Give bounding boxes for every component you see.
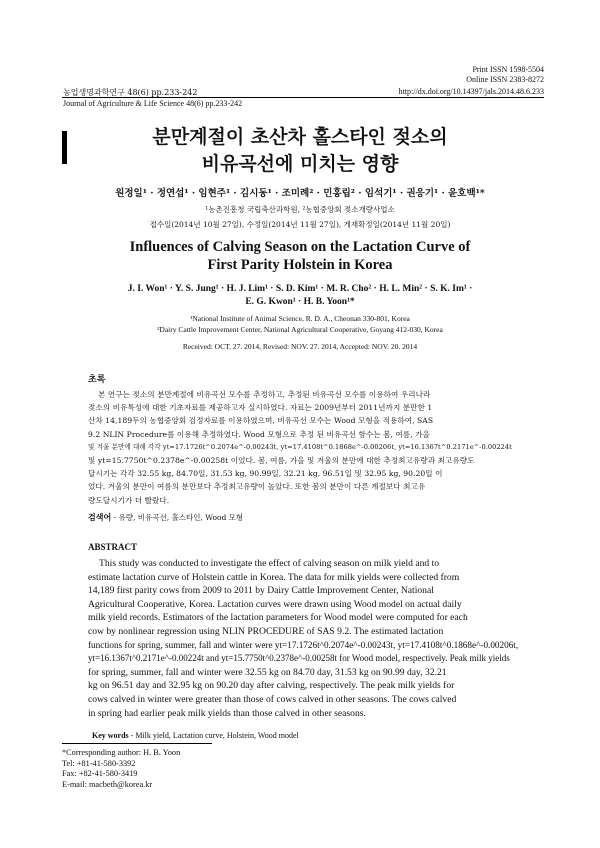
doi-link[interactable]: http://dx.doi.org/10.14397/jals.2014.48.6.233 [398,87,544,96]
korean-authors: 원정일¹ · 정연섭¹ · 임현주¹ · 김시동¹ · 조미례² · 민홍립² · 임석기¹ · 권응기¹ · 윤호백¹* [115,188,485,199]
korean-title-line-1: 분만계절이 초산차 홀스타인 젖소의 [152,126,448,148]
korean-title [60,124,540,178]
kr-abstract-line: 산차 14,189두의 농협중앙회 검정자료를 이용하였으며, 비유곡선 모수는 Wood 모형을 적용하여, SAS [88,416,434,426]
english-title-line-2: First Parity Holstein in Korea [207,257,393,273]
en-abstract-line: estimate lactation curve of Holstein cattle in Korea. The data for milk yields were collected from [88,571,460,583]
en-abstract-line: in spring had earlier peak milk yields than those calved in other seasons. [88,707,366,719]
author-fax: Fax: +82-41-580-3419 [62,769,138,779]
footnote-rule [62,743,212,744]
kr-abstract-line: 량도달시기가 더 빨랐다. [88,495,170,505]
kr-abstract-line: 달시기는 각각 32.55 kg, 84.70일, 31.53 kg, 90.99일, 32.21 kg, 96.51일 및 32.95 kg, 90.20일 이 [88,469,443,479]
korean-affiliations: ¹농촌진흥청 국립축산과학원, ²농협중앙회 젖소개량사업소 [205,205,395,214]
english-keywords-list: - Milk yield, Lactation curve, Holstein, Wood model [128,731,299,740]
english-title-line-1: Influences of Calving Season on the Lactation Curve of [129,239,471,255]
en-abstract-line: kg on 96.51 day and 32.95 kg on 90.20 day after calving, respectively. The peak milk yields for [88,680,455,692]
en-abstract-line: for spring, summer, fall and winter were 32.55 kg on 84.70 day, 31.53 kg on 90.99 day, 32.21 [88,666,447,678]
korean-abstract-heading: 초록 [88,375,106,385]
english-abstract-body [88,557,518,720]
korean-keywords-list: - 유량, 비유곡선, 홀스타인, Wood 모형 [113,513,244,522]
english-affiliation-1: ¹National Institute of Animal Science, R. D. A., Cheonan 330-801, Korea [190,314,410,323]
author-email[interactable]: E-mail: macbeth@korea.kr [62,779,153,789]
kr-abstract-line: 및 yt=15.7750t^0.2378e^-0.00258t 이었다. 봄, 여름, 가을 및 겨울의 분만에 대한 추정최고유량과 최고유량도 [88,456,475,466]
en-abstract-line: cows calved in winter were greater than those of cows calved in other seasons. The cows calved [88,693,457,705]
korean-keywords-label: 검색어 [88,512,112,522]
en-abstract-line: milk yield records. Estimators of the lactation parameters for Wood model were computed for each [88,612,468,624]
kr-abstract-line: 및 겨울 분만에 대해 각각 yt=17.1726t^0.2074e^-0.00243t, yt=17.4108t^0.1868e^-0.00206t, yt=16.1367t^0.2171e^-0.00224t [88,442,512,451]
korean-keywords [88,512,243,523]
en-abstract-line: This study was conducted to investigate the effect of calving season on milk yield and to [99,558,440,569]
en-abstract-line: functions for spring, summer, fall and winter were yt=17.1726t^0.2074e^-0.00243t, yt=17.4108t^0.1868e^-0.00206t, [88,639,519,650]
kr-abstract-line: 젖소의 비유특성에 대한 기초자료를 제공하고자 실시하였다. 자료는 2009년부터 2011년까지 분만한 1 [88,403,433,413]
kr-abstract-line: 었다. 겨울의 분만이 여름의 분만보다 추정최고유량이 높았다. 또한 봄의 분만이 다른 계절보다 최고유 [88,482,426,492]
kr-abstract-line: 9.2 NLIN Procedure를 이용해 추정하였다. Wood 모형으로 추정 된 비유곡선 함수는 봄, 여름, 가을 [88,429,430,439]
korean-title-line-2: 비유곡선에 미치는 영향 [201,153,399,175]
english-authors-line-2: E. G. Kwon¹ · H. B. Yoon¹* [245,297,355,307]
english-keywords-label: Key words [92,731,129,740]
header-rule [62,97,544,98]
footnote [62,748,180,790]
english-authors [60,283,540,309]
korean-abstract-body [88,388,514,507]
online-issn: Online ISSN 2383-8272 [466,75,544,84]
en-abstract-line: Agricultural Cooperative, Korea. Lactation curves were drawn using Wood model on actual daily [88,598,462,610]
journal-en-header: Journal of Agriculture & Life Science 48(6) pp.233-242 [63,99,243,108]
english-title [60,238,540,274]
english-affiliation-2: ²Dairy Cattle Improvement Center, National Agricultural Cooperative, Goyang 412-030, Korea [157,325,443,334]
english-keywords [92,731,299,740]
english-abstract-heading: ABSTRACT [88,542,138,552]
en-abstract-line: yt=16.1367t^0.2171e^-0.00224t and yt=15.7750t^0.2378e^-0.00258t for Wood model, respectively. Peak milk yields [88,653,510,664]
corresponding-author: *Corresponding author: H. B. Yoon [62,748,181,757]
print-issn: Print ISSN 1598-5504 [472,65,544,74]
english-authors-line-1: J. I. Won¹ · Y. S. Jung¹ · H. J. Lim¹ · S. D. Kim¹ · M. R. Cho² · H. L. Min² · S. K. Im¹ · [127,284,473,294]
english-dates: Received: OCT. 27. 2014, Revised: NOV. 27. 2014, Accepted: NOV. 20. 2014 [182,342,418,351]
en-abstract-line: cow by nonlinear regression using NLIN PROCEDURE of SAS 9.2. The estimated lactation [88,625,444,637]
author-tel: Tel: +81-41-580-3392 [62,758,136,768]
kr-abstract-line: 본 연구는 젖소의 분만계절에 비유곡선 모수를 추정하고, 추정된 비유곡선 모수를 이용하여 우리나라 [98,390,431,399]
korean-dates: 접수일(2014년 10월 27일), 수정일(2014년 11월 27일), 게재확정일(2014년 11월 20일) [149,220,451,229]
journal-kr-header: 농업생명과학연구 48(6) pp.233-242 [63,88,198,97]
en-abstract-line: 14,189 first parity cows from 2009 to 2011 by Dairy Cattle Improvement Center, National [88,585,434,597]
